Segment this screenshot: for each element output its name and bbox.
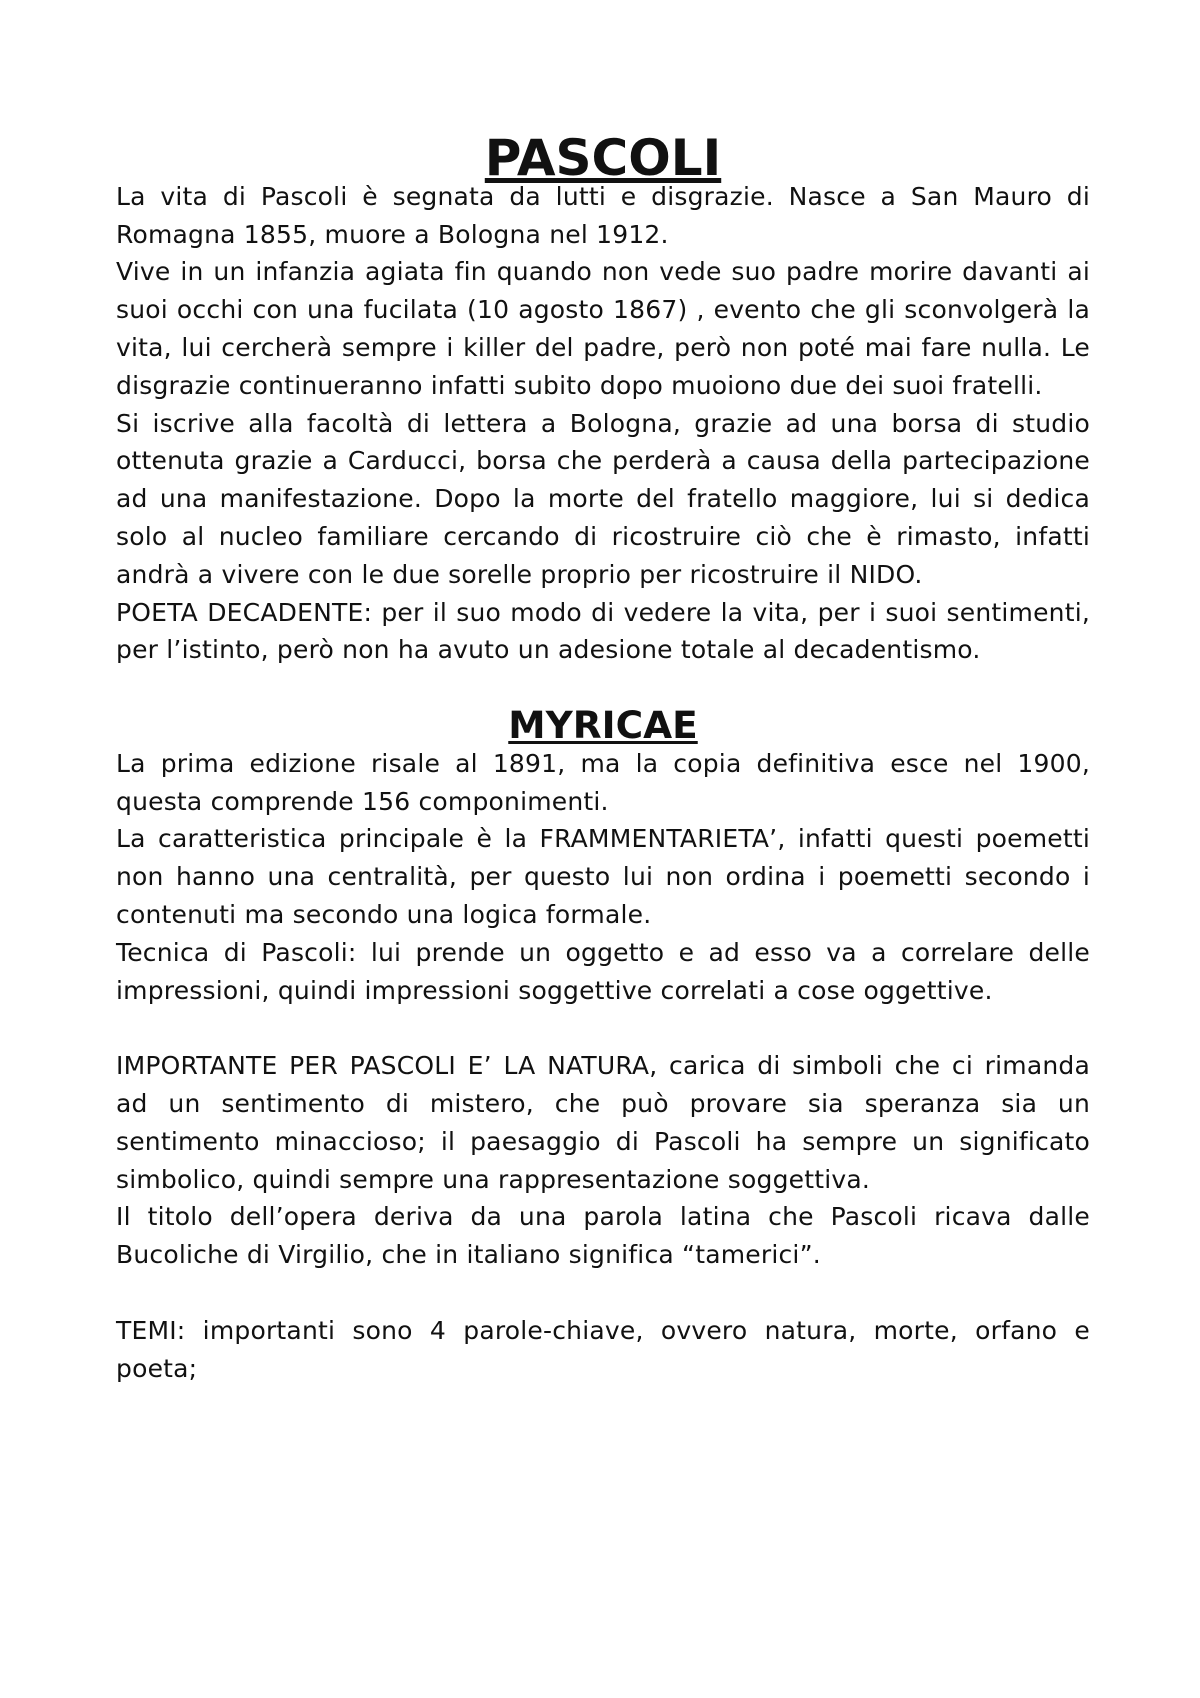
section-title-myricae: MYRICAE <box>508 702 698 747</box>
blank-line <box>116 1009 1090 1047</box>
paragraph: Il titolo dell’opera deriva da una parola latina che Pascoli ricava dalle Bucoliche di Virgilio, che in italiano significa “tamerici”. <box>116 1202 1090 1270</box>
paragraph: POETA DECADENTE: per il suo modo di vedere la vita, per i suoi sentimenti, per l’istinto, però non ha avuto un adesione totale al decadentismo. <box>116 597 1090 665</box>
blank-line <box>116 1274 1090 1312</box>
paragraph: Si iscrive alla facoltà di lettera a Bologna, grazie ad una borsa di studio ottenuta grazie a Carducci, borsa che perderà a causa della partecipazione ad una manifestazione. Dopo la morte del fratello maggiore, lui si dedica solo al nucleo familiare cercando di ricostruire ciò che è rimasto, infatti andrà a vivere con le due sorelle proprio per ricostruire il NIDO. <box>116 408 1090 589</box>
paragraph: Tecnica di Pascoli: lui prende un oggetto e ad esso va a correlare delle impressioni, quindi impressioni soggettive correlati a cose oggettive. <box>116 937 1090 1005</box>
paragraph: Vive in un infanzia agiata fin quando non vede suo padre morire davanti ai suoi occhi con una fucilata (10 agosto 1867) , evento che gli sconvolgerà la vita, lui cercherà sempre i killer del padre, però non poté mai fare nulla. Le disgrazie continueranno infatti subito dopo muoiono due dei suoi fratelli. <box>116 257 1090 400</box>
blank-line <box>116 669 1090 707</box>
paragraph: IMPORTANTE PER PASCOLI E’ LA NATURA, carica di simboli che ci rimanda ad un sentimento di mistero, che può provare sia speranza sia un sentimento minaccioso; il paesaggio di Pascoli ha sempre un significato simbolico, quindi sempre una rappresentazione soggettiva. <box>116 1051 1090 1194</box>
paragraph: La prima edizione risale al 1891, ma la copia definitiva esce nel 1900, questa comprende 156 componimenti. <box>116 748 1090 816</box>
paragraph: La vita di Pascoli è segnata da lutti e disgrazie. Nasce a San Mauro di Romagna 1855, muore a Bologna nel 1912. <box>116 181 1090 249</box>
paragraph: La caratteristica principale è la FRAMMENTARIETA’, infatti questi poemetti non hanno una centralità, per questo lui non ordina i poemetti secondo i contenuti ma secondo una logica formale. <box>116 824 1090 929</box>
paragraph: TEMI: importanti sono 4 parole-chiave, ovvero natura, morte, orfano e poeta; <box>116 1315 1090 1383</box>
section-title-pascoli: PASCOLI <box>484 129 722 187</box>
